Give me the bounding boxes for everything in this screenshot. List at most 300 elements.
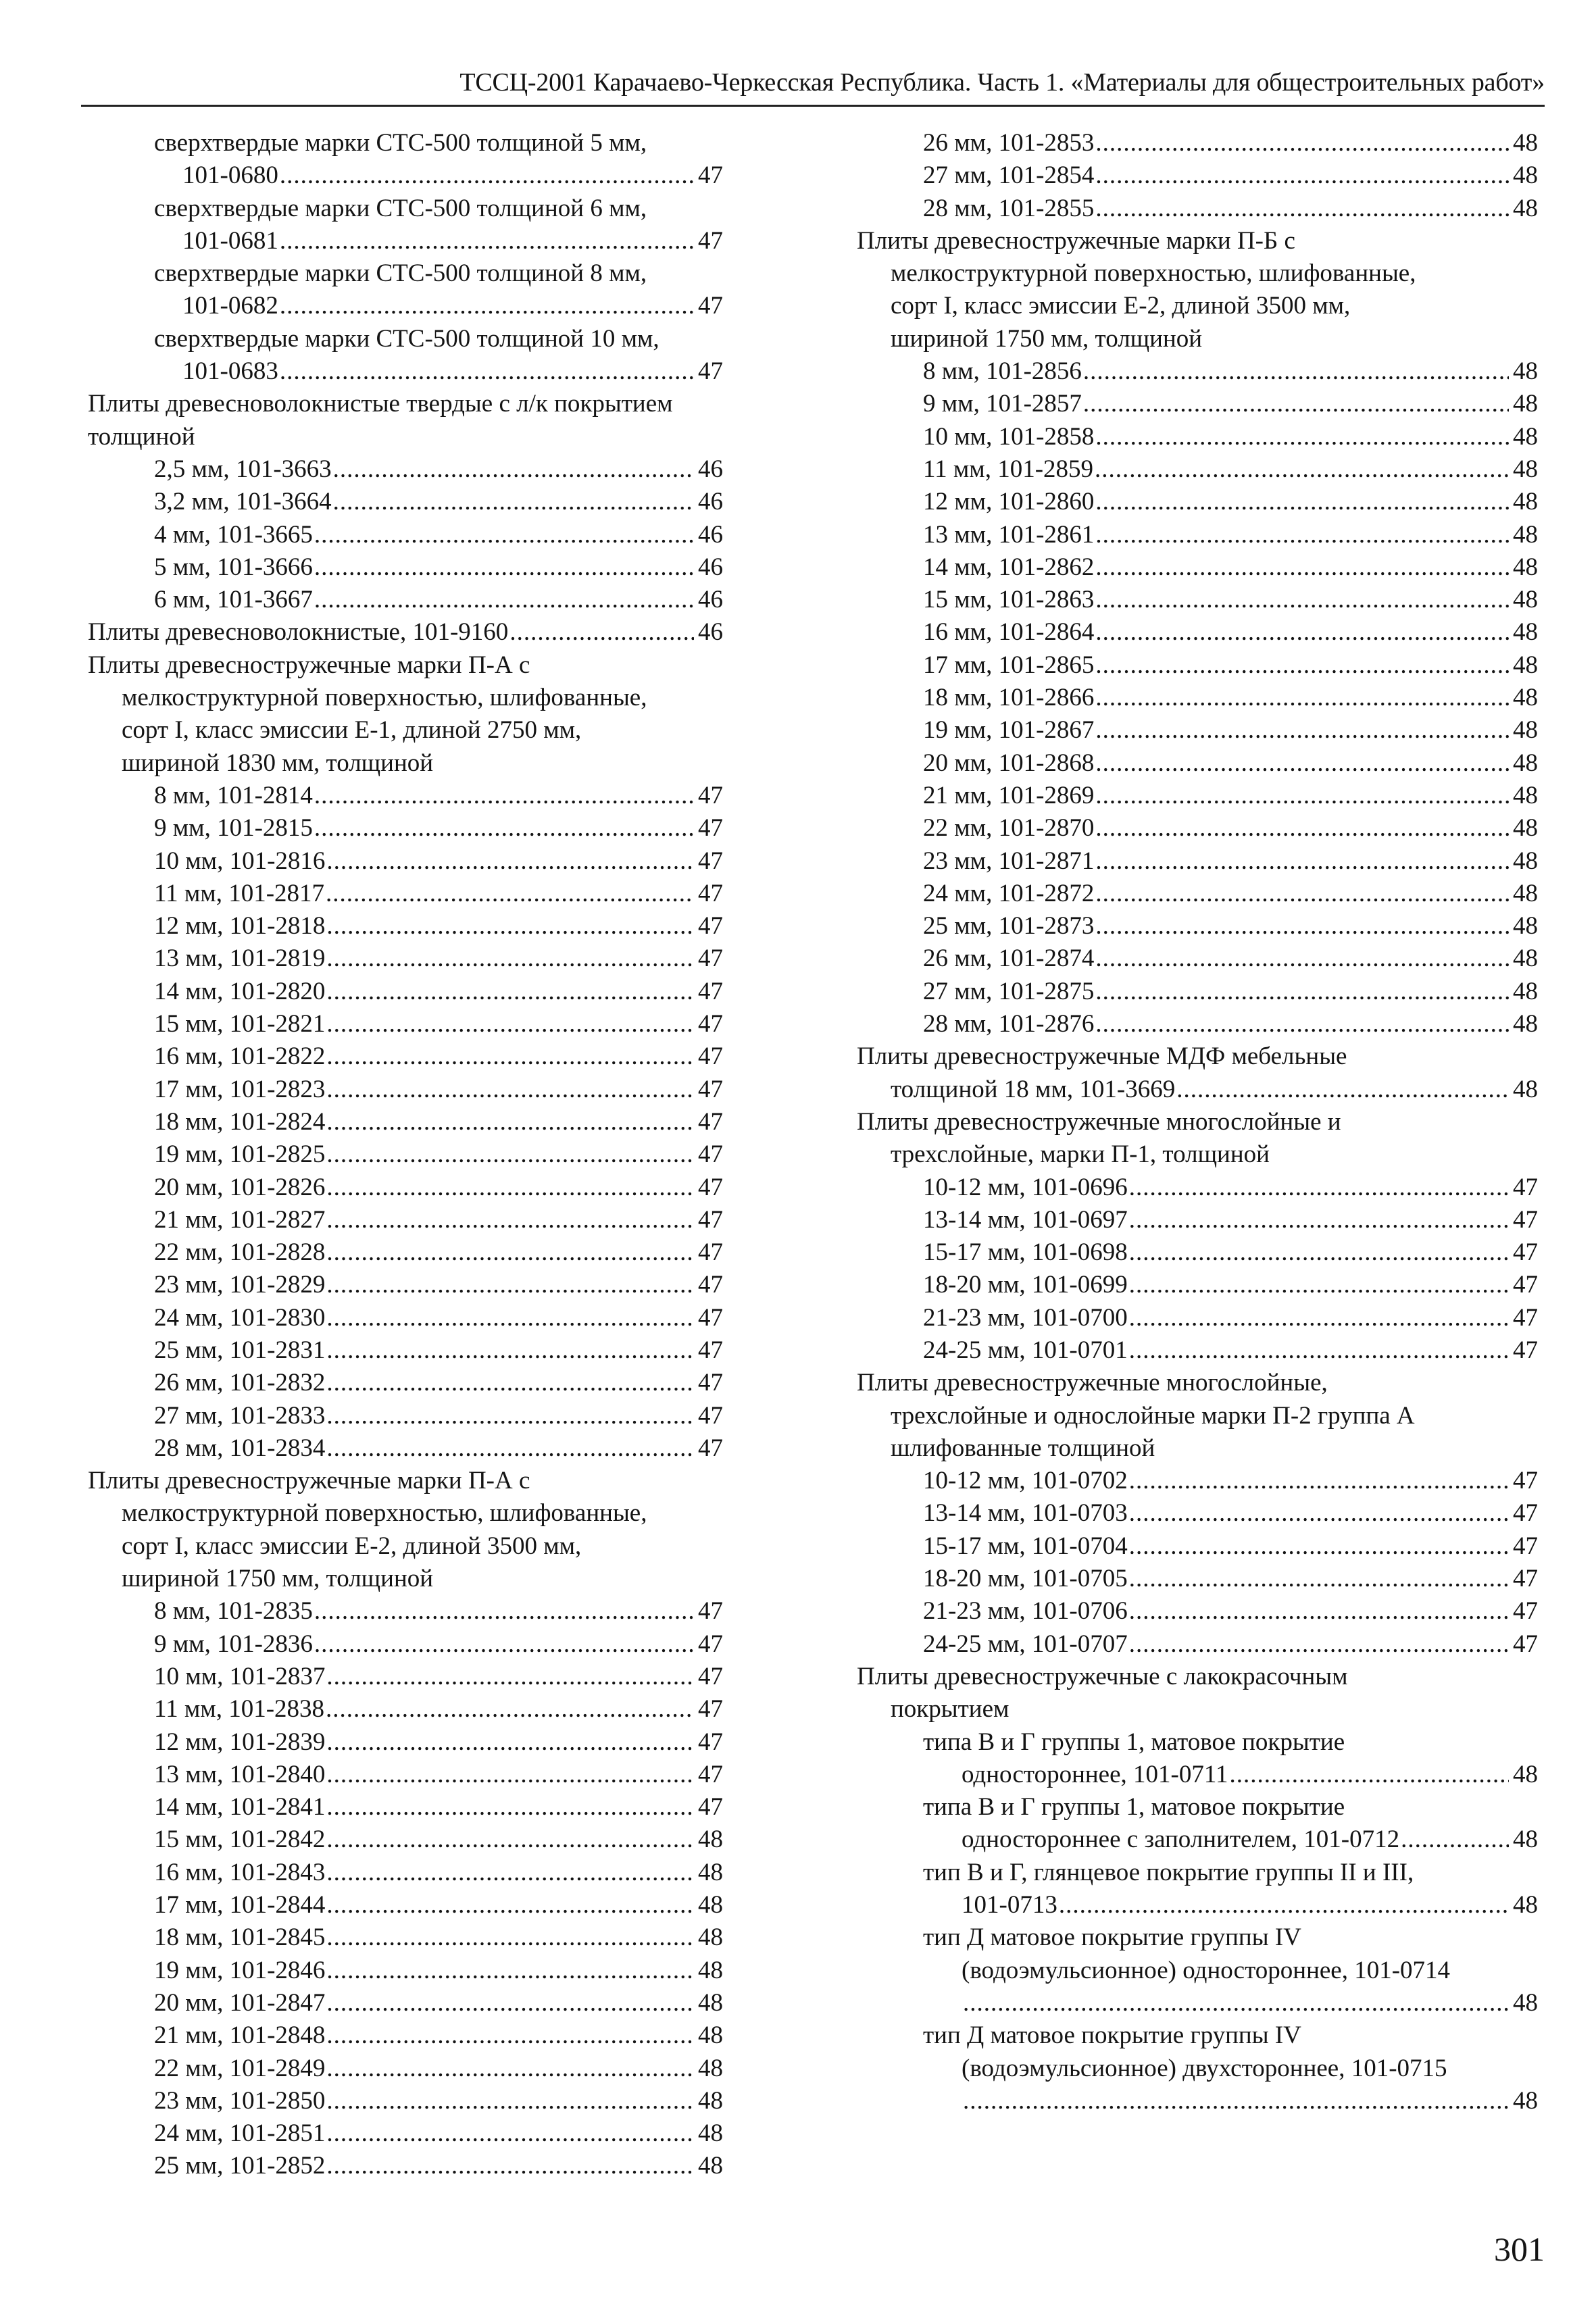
dot-leader bbox=[1095, 127, 1509, 159]
entry-page: 47 bbox=[1513, 1173, 1538, 1201]
dot-leader bbox=[326, 1204, 694, 1236]
index-entry bbox=[88, 1987, 723, 2019]
dot-leader bbox=[326, 1269, 694, 1301]
entry-text: 101-0681 bbox=[182, 226, 278, 255]
index-entry bbox=[88, 976, 723, 1008]
dot-leader bbox=[326, 1432, 694, 1465]
index-entry bbox=[88, 878, 723, 910]
entry-text: шириной 1830 мм, толщиной bbox=[122, 749, 434, 777]
dot-leader bbox=[1095, 551, 1509, 584]
entry-text: 18 мм, 101-2866 bbox=[923, 684, 1095, 712]
entry-text: 26 мм, 101-2853 bbox=[923, 129, 1095, 157]
entry-page: 48 bbox=[698, 1826, 723, 1854]
index-entry bbox=[88, 1823, 723, 1856]
entry-text: одностороннее, 101-0711 bbox=[962, 1760, 1228, 1788]
entry-page: 48 bbox=[698, 2054, 723, 2082]
index-heading-line bbox=[857, 1040, 1538, 1073]
entry-page: 48 bbox=[1513, 161, 1538, 190]
entry-text: 8 мм, 101-2835 bbox=[154, 1597, 313, 1626]
entry-page: 47 bbox=[1513, 1597, 1538, 1626]
entry-page: 47 bbox=[698, 847, 723, 875]
index-entry bbox=[857, 584, 1538, 616]
index-entry bbox=[857, 1889, 1538, 1921]
entry-page: 47 bbox=[698, 977, 723, 1005]
index-heading-line bbox=[857, 2019, 1538, 2052]
entry-text: Плиты древесностружечные марки П-А с bbox=[88, 651, 530, 679]
index-entry bbox=[88, 1269, 723, 1301]
index-heading-line bbox=[857, 1857, 1538, 1889]
dot-leader bbox=[1095, 616, 1509, 649]
index-heading-line bbox=[88, 257, 723, 290]
dot-leader bbox=[326, 1857, 694, 1889]
index-entry bbox=[88, 1074, 723, 1106]
index-heading-line bbox=[88, 421, 723, 453]
entry-text: 15 мм, 101-2863 bbox=[923, 586, 1095, 614]
entry-page: 48 bbox=[698, 1923, 723, 1952]
entry-page: 47 bbox=[1513, 1205, 1538, 1234]
page-number: 301 bbox=[1494, 2230, 1545, 2268]
entry-text: 20 мм, 101-2826 bbox=[154, 1173, 326, 1201]
index-heading-line bbox=[857, 290, 1538, 322]
entry-page: 47 bbox=[698, 1662, 723, 1690]
dot-leader bbox=[326, 1955, 694, 1987]
entry-page: 47 bbox=[698, 1107, 723, 1136]
entry-page: 47 bbox=[1513, 1532, 1538, 1560]
dot-leader bbox=[326, 1236, 694, 1269]
entry-text: 23 мм, 101-2850 bbox=[154, 2086, 326, 2115]
entry-page: 47 bbox=[698, 1173, 723, 1201]
index-heading-line bbox=[857, 1726, 1538, 1759]
index-entry bbox=[857, 1987, 1538, 2019]
entry-page: 48 bbox=[1513, 390, 1538, 418]
dot-leader bbox=[326, 845, 694, 878]
index-entry bbox=[88, 2085, 723, 2117]
entry-text: 12 мм, 101-2839 bbox=[154, 1728, 326, 1756]
entry-page: 48 bbox=[1513, 945, 1538, 973]
entry-page: 47 bbox=[698, 1630, 723, 1658]
dot-leader bbox=[326, 1172, 694, 1204]
entry-page: 48 bbox=[698, 1956, 723, 1984]
entry-text: Плиты древесностружечные с лакокрасочным bbox=[857, 1662, 1348, 1690]
entry-page: 47 bbox=[1513, 1467, 1538, 1495]
index-heading-line bbox=[88, 1563, 723, 1595]
entry-page: 48 bbox=[698, 2086, 723, 2115]
entry-text: 23 мм, 101-2829 bbox=[154, 1271, 326, 1299]
entry-page: 48 bbox=[1513, 618, 1538, 647]
dot-leader bbox=[509, 616, 694, 649]
index-entry bbox=[857, 1236, 1538, 1269]
entry-text: 21 мм, 101-2848 bbox=[154, 2021, 326, 2050]
dot-leader bbox=[1095, 649, 1509, 682]
dot-leader bbox=[326, 2150, 694, 2182]
dot-leader bbox=[326, 942, 694, 975]
index-entry bbox=[857, 1074, 1538, 1106]
index-entry bbox=[88, 519, 723, 551]
index-heading-line bbox=[857, 225, 1538, 257]
entry-text: типа В и Г группы 1, матовое покрытие bbox=[923, 1728, 1345, 1756]
entry-text: 19 мм, 101-2867 bbox=[923, 716, 1095, 745]
index-entry bbox=[88, 159, 723, 192]
dot-leader bbox=[326, 1661, 694, 1693]
entry-page: 47 bbox=[698, 357, 723, 386]
index-entry bbox=[88, 845, 723, 878]
index-heading-line bbox=[88, 747, 723, 780]
dot-leader bbox=[1229, 1759, 1509, 1791]
dot-leader bbox=[1083, 388, 1509, 420]
dot-leader bbox=[1129, 1595, 1509, 1628]
dot-leader bbox=[280, 290, 694, 322]
entry-page: 48 bbox=[1513, 129, 1538, 157]
entry-text: сорт I, класс эмиссии Е-2, длиной 3500 мм, bbox=[122, 1532, 582, 1560]
dot-leader bbox=[314, 1595, 694, 1628]
entry-text: 8 мм, 101-2814 bbox=[154, 781, 313, 809]
index-heading-line bbox=[88, 1465, 723, 1497]
entry-text: 15 мм, 101-2842 bbox=[154, 1826, 326, 1854]
entry-text: 25 мм, 101-2831 bbox=[154, 1336, 326, 1364]
index-heading-line bbox=[88, 193, 723, 225]
dot-leader bbox=[1129, 1269, 1509, 1301]
dot-leader bbox=[1129, 1334, 1509, 1367]
entry-text: 101-0683 bbox=[182, 357, 278, 386]
entry-text: 13 мм, 101-2840 bbox=[154, 1760, 326, 1788]
index-heading-line bbox=[88, 388, 723, 420]
entry-text: 11 мм, 101-2838 bbox=[154, 1695, 325, 1724]
entry-text: 13 мм, 101-2861 bbox=[923, 520, 1095, 549]
entry-page: 48 bbox=[1513, 1891, 1538, 1919]
index-entry bbox=[857, 649, 1538, 682]
entry-text: толщиной bbox=[88, 422, 195, 451]
index-entry bbox=[857, 1204, 1538, 1236]
entry-text: 11 мм, 101-2817 bbox=[154, 879, 325, 907]
entry-text: сверхтвердые марки СТС-500 толщиной 6 мм, bbox=[154, 194, 647, 222]
entry-text: толщиной 18 мм, 101-3669 bbox=[891, 1075, 1176, 1103]
index-heading-line bbox=[857, 257, 1538, 290]
entry-page: 47 bbox=[698, 1205, 723, 1234]
entry-text: 17 мм, 101-2865 bbox=[923, 651, 1095, 679]
index-entry bbox=[857, 845, 1538, 878]
entry-page: 47 bbox=[698, 1010, 723, 1038]
index-entry bbox=[857, 1302, 1538, 1334]
entry-page: 47 bbox=[698, 814, 723, 842]
index-heading-line bbox=[88, 1497, 723, 1530]
index-entry bbox=[88, 1138, 723, 1171]
entry-page: 47 bbox=[698, 1042, 723, 1071]
entry-page: 48 bbox=[1513, 912, 1538, 940]
index-entry bbox=[857, 780, 1538, 812]
entry-text: 9 мм, 101-2857 bbox=[923, 390, 1082, 418]
index-entry bbox=[88, 2150, 723, 2182]
entry-page: 48 bbox=[698, 2021, 723, 2050]
entry-text: 24 мм, 101-2830 bbox=[154, 1303, 326, 1332]
dot-leader bbox=[1129, 1497, 1509, 1530]
index-entry bbox=[857, 2085, 1538, 2117]
index-entry bbox=[88, 1857, 723, 1889]
entry-text: 18-20 мм, 101-0699 bbox=[923, 1271, 1128, 1299]
dot-leader bbox=[314, 519, 694, 551]
entry-page: 46 bbox=[698, 455, 723, 483]
entry-text: 27 мм, 101-2875 bbox=[923, 977, 1095, 1005]
index-entry bbox=[857, 355, 1538, 388]
entry-text: мелкоструктурной поверхностью, шлифованные, bbox=[891, 259, 1416, 288]
dot-leader bbox=[1095, 453, 1509, 486]
index-entry bbox=[88, 942, 723, 975]
entry-text: 21-23 мм, 101-0706 bbox=[923, 1597, 1128, 1626]
entry-text: 28 мм, 101-2876 bbox=[923, 1010, 1095, 1038]
index-entry bbox=[88, 1367, 723, 1399]
index-heading-line bbox=[857, 1400, 1538, 1432]
entry-page: 47 bbox=[698, 781, 723, 809]
dot-leader bbox=[326, 910, 694, 942]
entry-text: 18-20 мм, 101-0705 bbox=[923, 1565, 1128, 1593]
entry-text: 16 мм, 101-2843 bbox=[154, 1858, 326, 1886]
entry-page: 48 bbox=[1513, 586, 1538, 614]
index-entry bbox=[88, 551, 723, 584]
index-heading-line bbox=[88, 649, 723, 682]
entry-page: 48 bbox=[698, 1988, 723, 2017]
entry-text: 26 мм, 101-2874 bbox=[923, 945, 1095, 973]
index-heading-line bbox=[857, 1921, 1538, 1954]
index-entry bbox=[857, 453, 1538, 486]
entry-page: 46 bbox=[698, 520, 723, 549]
entry-text: шириной 1750 мм, толщиной bbox=[122, 1565, 434, 1593]
index-entry bbox=[88, 1432, 723, 1465]
entry-page: 47 bbox=[1513, 1336, 1538, 1364]
dot-leader bbox=[326, 2085, 694, 2117]
entry-text: 24 мм, 101-2872 bbox=[923, 879, 1095, 907]
entry-text: сорт I, класс эмиссии Е-1, длиной 2750 мм, bbox=[122, 716, 582, 745]
entry-text: тип Д матовое покрытие группы IV bbox=[923, 2021, 1301, 2050]
index-entry bbox=[857, 976, 1538, 1008]
dot-leader bbox=[963, 1987, 1509, 2019]
dot-leader bbox=[1129, 1204, 1509, 1236]
dot-leader bbox=[326, 1302, 694, 1334]
dot-leader bbox=[326, 2117, 694, 2150]
index-entry bbox=[88, 812, 723, 845]
entry-page: 48 bbox=[1513, 1010, 1538, 1038]
entry-text: Плиты древесностружечные МДФ мебельные bbox=[857, 1042, 1347, 1071]
index-entry bbox=[857, 942, 1538, 975]
entry-text: Плиты древесностружечные марки П-А с bbox=[88, 1467, 530, 1495]
entry-text: 10-12 мм, 101-0702 bbox=[923, 1467, 1128, 1495]
dot-leader bbox=[314, 584, 694, 616]
entry-text: тип В и Г, глянцевое покрытие группы II и III, bbox=[923, 1858, 1414, 1886]
entry-text: 13-14 мм, 101-0703 bbox=[923, 1499, 1128, 1528]
index-entry bbox=[857, 1823, 1538, 1856]
entry-text: трехслойные и однослойные марки П-2 группа А bbox=[891, 1401, 1415, 1430]
entry-text: 101-0713 bbox=[962, 1891, 1057, 1919]
entry-page: 48 bbox=[1513, 684, 1538, 712]
dot-leader bbox=[1095, 910, 1509, 942]
index-entry bbox=[88, 1008, 723, 1040]
entry-text: 14 мм, 101-2841 bbox=[154, 1793, 326, 1821]
dot-leader bbox=[1129, 1530, 1509, 1563]
index-heading-line bbox=[857, 1955, 1538, 1987]
dot-leader bbox=[326, 2053, 694, 2085]
dot-leader bbox=[1083, 355, 1509, 388]
entry-text: одностороннее с заполнителем, 101-0712 bbox=[962, 1826, 1400, 1854]
entry-text: 10 мм, 101-2837 bbox=[154, 1662, 326, 1690]
entry-page: 47 bbox=[698, 1760, 723, 1788]
index-entry bbox=[88, 2019, 723, 2052]
entry-text: 24 мм, 101-2851 bbox=[154, 2119, 326, 2148]
index-heading-line bbox=[857, 1661, 1538, 1693]
index-heading-line bbox=[88, 682, 723, 714]
index-entry bbox=[857, 127, 1538, 159]
index-entry bbox=[88, 2053, 723, 2085]
index-entry bbox=[88, 290, 723, 322]
index-entry bbox=[88, 1106, 723, 1138]
entry-page: 48 bbox=[1513, 520, 1538, 549]
entry-page: 47 bbox=[698, 945, 723, 973]
index-entry bbox=[857, 682, 1538, 714]
index-entry bbox=[857, 1465, 1538, 1497]
index-entry bbox=[88, 1791, 723, 1823]
entry-text: 10 мм, 101-2858 bbox=[923, 422, 1095, 451]
entry-text: 101-0680 bbox=[182, 161, 278, 190]
header-rule bbox=[81, 105, 1545, 107]
dot-leader bbox=[326, 1759, 694, 1791]
entry-text: 2,5 мм, 101-3663 bbox=[154, 455, 332, 483]
dot-leader bbox=[1176, 1074, 1509, 1106]
entry-text: 3,2 мм, 101-3664 bbox=[154, 488, 332, 516]
entry-text: мелкоструктурной поверхностью, шлифованные, bbox=[122, 684, 647, 712]
entry-text: сверхтвердые марки СТС-500 толщиной 10 мм, bbox=[154, 324, 659, 353]
entry-text: 17 мм, 101-2823 bbox=[154, 1075, 326, 1103]
entry-text: 19 мм, 101-2846 bbox=[154, 1956, 326, 1984]
entry-text: 15-17 мм, 101-0698 bbox=[923, 1238, 1128, 1267]
entry-page: 48 bbox=[1513, 847, 1538, 875]
running-header: ТССЦ-2001 Карачаево-Черкесская Республика. Часть 1. «Материалы для общестроительных работ» bbox=[459, 68, 1545, 97]
dot-leader bbox=[1095, 193, 1509, 225]
index-entry bbox=[88, 2117, 723, 2150]
entry-text: сверхтвердые марки СТС-500 толщиной 5 мм, bbox=[154, 129, 647, 157]
index-entry bbox=[88, 1334, 723, 1367]
entry-page: 48 bbox=[1513, 553, 1538, 581]
entry-text: 12 мм, 101-2818 bbox=[154, 912, 326, 940]
entry-page: 48 bbox=[698, 2152, 723, 2180]
entry-text: шириной 1750 мм, толщиной bbox=[891, 324, 1203, 353]
entry-page: 48 bbox=[698, 2119, 723, 2148]
entry-text: 5 мм, 101-3666 bbox=[154, 553, 313, 581]
entry-page: 47 bbox=[698, 1597, 723, 1626]
entry-page: 47 bbox=[698, 912, 723, 940]
dot-leader bbox=[1095, 1008, 1509, 1040]
index-heading-line bbox=[857, 323, 1538, 355]
dot-leader bbox=[280, 225, 694, 257]
entry-text: 11 мм, 101-2859 bbox=[923, 455, 1094, 483]
entry-text: 15-17 мм, 101-0704 bbox=[923, 1532, 1128, 1560]
index-heading-line bbox=[88, 323, 723, 355]
dot-leader bbox=[326, 1693, 694, 1726]
entry-page: 47 bbox=[698, 161, 723, 190]
entry-text: 22 мм, 101-2870 bbox=[923, 814, 1095, 842]
entry-text: Плиты древесноволокнистые, 101-9160 bbox=[88, 618, 509, 647]
dot-leader bbox=[326, 1138, 694, 1171]
entry-page: 47 bbox=[698, 1303, 723, 1332]
entry-page: 47 bbox=[698, 1695, 723, 1724]
index-entry bbox=[857, 714, 1538, 747]
index-entry bbox=[88, 616, 723, 649]
entry-text: 10-12 мм, 101-0696 bbox=[923, 1173, 1128, 1201]
entry-page: 46 bbox=[698, 586, 723, 614]
entry-page: 47 bbox=[698, 292, 723, 320]
entry-text: 10 мм, 101-2816 bbox=[154, 847, 326, 875]
index-heading-line bbox=[857, 1791, 1538, 1823]
entry-page: 46 bbox=[698, 488, 723, 516]
index-entry bbox=[857, 486, 1538, 518]
entry-text: 9 мм, 101-2836 bbox=[154, 1630, 313, 1658]
entry-text: 22 мм, 101-2828 bbox=[154, 1238, 326, 1267]
index-entry bbox=[857, 812, 1538, 845]
entry-text: Плиты древесностружечные марки П-Б с bbox=[857, 226, 1295, 255]
entry-text: 25 мм, 101-2873 bbox=[923, 912, 1095, 940]
entry-page: 47 bbox=[1513, 1271, 1538, 1299]
index-column-left bbox=[88, 127, 723, 2183]
index-heading-line bbox=[857, 1106, 1538, 1138]
dot-leader bbox=[1095, 584, 1509, 616]
entry-text: 16 мм, 101-2822 bbox=[154, 1042, 326, 1071]
index-entry bbox=[857, 1334, 1538, 1367]
index-entry bbox=[88, 1595, 723, 1628]
entry-text: 20 мм, 101-2847 bbox=[154, 1988, 326, 2017]
dot-leader bbox=[333, 453, 694, 486]
index-entry bbox=[857, 1563, 1538, 1595]
entry-page: 48 bbox=[1513, 1988, 1538, 2017]
index-entry bbox=[88, 1302, 723, 1334]
entry-text: Плиты древесноволокнистые твердые с л/к покрытием bbox=[88, 390, 673, 418]
entry-page: 48 bbox=[1513, 357, 1538, 386]
entry-page: 47 bbox=[698, 1793, 723, 1821]
index-entry bbox=[88, 1889, 723, 1921]
dot-leader bbox=[1095, 486, 1509, 518]
index-entry bbox=[88, 910, 723, 942]
index-entry bbox=[88, 1759, 723, 1791]
entry-page: 48 bbox=[1513, 814, 1538, 842]
entry-page: 46 bbox=[698, 553, 723, 581]
index-entry bbox=[88, 1661, 723, 1693]
index-entry bbox=[88, 1921, 723, 1954]
index-entry bbox=[857, 910, 1538, 942]
dot-leader bbox=[326, 1921, 694, 1954]
entry-text: 18 мм, 101-2845 bbox=[154, 1923, 326, 1952]
dot-leader bbox=[326, 976, 694, 1008]
entry-text: шлифованные толщиной bbox=[891, 1434, 1155, 1462]
entry-page: 47 bbox=[1513, 1238, 1538, 1267]
dot-leader bbox=[280, 159, 694, 192]
entry-text: 15 мм, 101-2821 bbox=[154, 1010, 326, 1038]
entry-page: 48 bbox=[1513, 422, 1538, 451]
entry-page: 47 bbox=[698, 1434, 723, 1462]
dot-leader bbox=[1095, 976, 1509, 1008]
entry-page: 48 bbox=[1513, 977, 1538, 1005]
dot-leader bbox=[1401, 1823, 1509, 1856]
index-entry bbox=[857, 1530, 1538, 1563]
dot-leader bbox=[326, 1823, 694, 1856]
dot-leader bbox=[314, 1628, 694, 1661]
index-entry bbox=[88, 225, 723, 257]
dot-leader bbox=[1059, 1889, 1509, 1921]
entry-page: 47 bbox=[698, 1369, 723, 1397]
entry-page: 48 bbox=[1513, 455, 1538, 483]
dot-leader bbox=[1095, 812, 1509, 845]
entry-page: 48 bbox=[1513, 194, 1538, 222]
dot-leader bbox=[1095, 845, 1509, 878]
entry-page: 47 bbox=[698, 1336, 723, 1364]
dot-leader bbox=[1129, 1465, 1509, 1497]
index-entry bbox=[857, 159, 1538, 192]
dot-leader bbox=[326, 1726, 694, 1759]
index-entry bbox=[857, 1759, 1538, 1791]
